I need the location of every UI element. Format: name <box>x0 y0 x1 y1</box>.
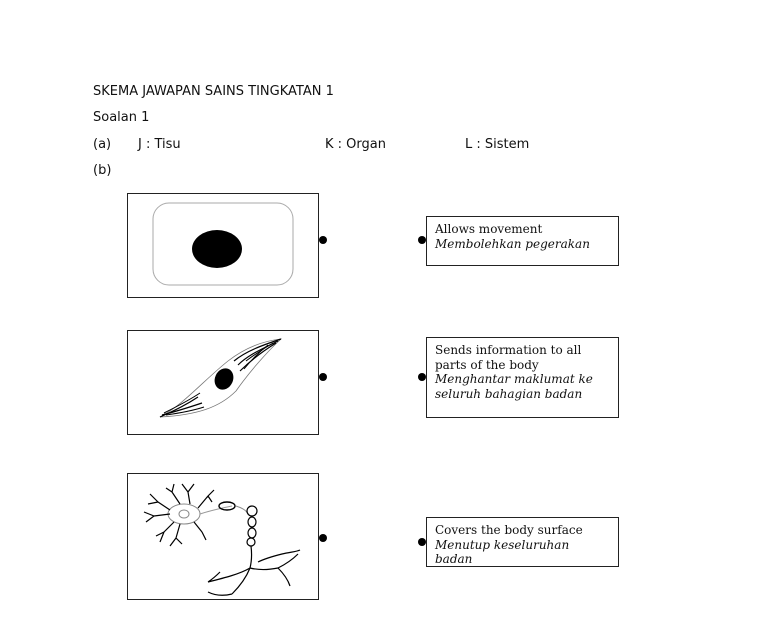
picture-box-1 <box>127 193 319 298</box>
match-dot-picture-3[interactable] <box>319 534 327 542</box>
answer-k: K : Organ <box>325 137 386 152</box>
answer-2-ms: Menghantar maklumat ke seluruh bahagian badan <box>435 372 593 401</box>
match-dot-answer-2[interactable] <box>418 373 426 381</box>
answer-j: J : Tisu <box>138 137 181 152</box>
answer-1-en: Allows movement <box>435 222 543 236</box>
answer-box-1 <box>426 216 619 266</box>
match-dot-picture-2[interactable] <box>319 373 327 381</box>
answer-box-3 <box>426 517 619 567</box>
answer-3-en: Covers the body surface <box>435 523 583 537</box>
answer-l: L : Sistem <box>465 137 530 152</box>
picture-box-3 <box>127 473 319 600</box>
answer-1-ms: Membolehkan pegerakan <box>435 236 590 251</box>
page-title: SKEMA JAWAPAN SAINS TINGKATAN 1 <box>93 84 334 99</box>
match-dot-picture-1[interactable] <box>319 236 327 244</box>
part-a-label: (a) <box>93 137 112 152</box>
picture-box-2 <box>127 330 319 435</box>
match-dot-answer-1[interactable] <box>418 236 426 244</box>
part-b-label: (b) <box>93 163 112 178</box>
match-dot-answer-3[interactable] <box>418 538 426 546</box>
answer-box-2 <box>426 337 619 418</box>
question-label: Soalan 1 <box>93 110 150 125</box>
answer-2-en: Sends information to all parts of the body <box>435 343 582 372</box>
epithelial-cell-icon <box>128 194 318 297</box>
muscle-cell-icon <box>128 331 318 434</box>
answer-3-ms: Menutup keseluruhan badan <box>435 537 570 566</box>
nerve-cell-icon <box>128 474 318 599</box>
